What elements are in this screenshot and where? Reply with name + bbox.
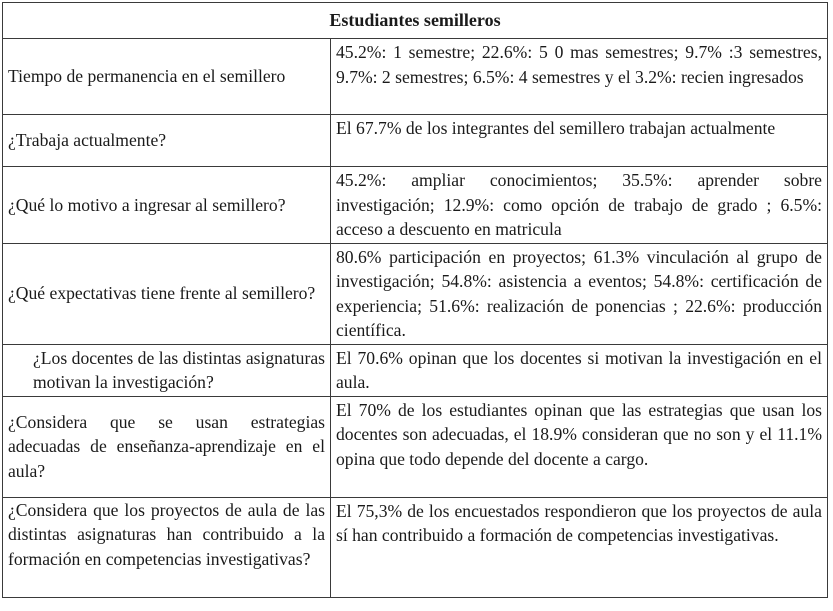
question-cell: ¿Qué lo motivo a ingresar al semillero? [3,167,331,244]
answer-cell: El 75,3% de los encuestados respondieron que los proyectos de aula sí han contribuido a formación de competencias investigativas. [331,497,828,597]
table-row [3,344,828,396]
table-row [3,243,828,344]
table-row [3,396,828,497]
question-cell: ¿Los docentes de las distintas asignaturas motivan la investigación? [3,344,331,396]
question-cell: ¿Considera que se usan estrategias adecuadas de enseñanza-aprendizaje en el aula? [3,396,331,497]
question-cell: ¿Considera que los proyectos de aula de las distintas asignaturas han contribuido a la formación en competencias investigativas? [3,497,331,597]
answer-cell: 45.2%: ampliar conocimientos; 35.5%: aprender sobre investigación; 12.9%: como opción de trabajo de grado ; 6.5%: acceso a descuento en matricula [331,167,828,244]
answer-cell: 45.2%: 1 semestre; 22.6%: 5 0 mas semestres; 9.7% :3 semestres, 9.7%: 2 semestres; 6.5%: 4 semestres y el 3.2%: recien ingresados [331,39,828,115]
answer-cell: El 70% de los estudiantes opinan que las estrategias que usan los docentes son adecuadas, el 18.9% consideran que no son y el 11.1% opina que todo depende del docente a cargo. [331,396,828,497]
answer-cell: El 67.7% de los integrantes del semillero trabajan actualmente [331,115,828,167]
question-cell: Tiempo de permanencia en el semillero [3,39,331,115]
survey-table [2,2,828,598]
answer-cell: El 70.6% opinan que los docentes si motivan la investigación en el aula. [331,344,828,396]
table-row [3,39,828,115]
table-header-row [3,3,828,39]
table-title: Estudiantes semilleros [3,3,828,39]
answer-cell: 80.6% participación en proyectos; 61.3% vinculación al grupo de investigación; 54.8%: asistencia a eventos; 54.8%: certificación de experiencia; 51.6%: realización de ponencias ; 22.6%: producción científica. [331,243,828,344]
question-cell: ¿Trabaja actualmente? [3,115,331,167]
table-row [3,115,828,167]
table-row [3,497,828,597]
question-cell: ¿Qué expectativas tiene frente al semillero? [3,243,331,344]
table-row [3,167,828,244]
